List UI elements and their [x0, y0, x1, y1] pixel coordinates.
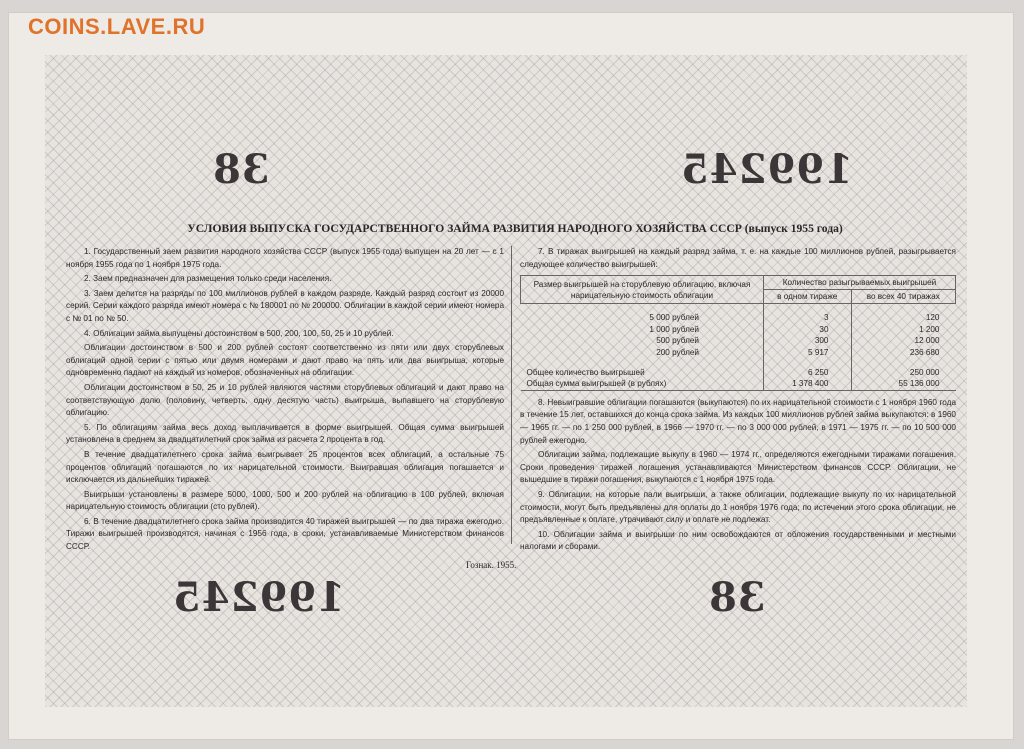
left-column [66, 246, 504, 556]
table-row-total-count: Общее количество выигрышей 6 250 250 000 [521, 367, 956, 379]
paragraph: Облигации займа, подлежащие выкупу в 1960 — 1974 гг., определяются ежегодными тиражами погашения. Сроки проведения тиражей погашения устанавливаются Министерством финансов СССР. Облигации, не вышедшие в тиражи погашения, выкупаются с 1 ноября 1975 года. [520, 450, 956, 485]
table-row: 5 000 рублей 3 120 [521, 304, 956, 324]
paragraph: 10. Облигации займа и выигрыши по ним освобождаются от обложения государственными и местными налогами и сборами. [520, 529, 956, 552]
paragraph: 5. По облигациям займа весь доход выплачивается в форме выигрышей. Общая сумма выигрышей установлена в среднем за двадцатилетний срок займа из расчета 2 процента в год. [66, 422, 504, 445]
paragraph: 9. Облигации, на которые пали выигрыши, а также облигации, подлежащие выкупу по их нарицательной стоимости, могут быть предъявлены для оплаты до 1 ноября 1976 года; по истечении этого срока облигации, не предъявленные к оплате, утрачивают силу и оплате не подлежат. [520, 489, 956, 525]
paragraph: 7. В тиражах выигрышей на каждый разряд займа, т. е. на каждые 100 миллионов рублей, разыгрывается следующее количество выигрышей: [520, 247, 956, 269]
table-row-total-sum: Общая сумма выигрышей (в рублях) 1 378 400 55 136 000 [521, 378, 956, 390]
paragraph: В течение двадцатилетнего срока займа выигрывает 25 процентов всех облигаций, а остальные 75 процентов облигаций погашаются по их нарицательной стоимости. Выигравшая облигация погашается и исключается из дальнейших тиражей. [66, 449, 504, 485]
printer-imprint: Гознак. 1955. [466, 560, 517, 570]
table-header-count: Количество разыгрываемых выигрышей [764, 276, 956, 290]
serial-number-bottom-left: 199245 [172, 574, 345, 621]
paragraph: 2. Заем предназначен для размещения только среди населения. [84, 274, 332, 284]
conditions-title: УСЛОВИЯ ВЫПУСКА ГОСУДАРСТВЕННОГО ЗАЙМА РАЗВИТИЯ НАРОДНОГО ХОЗЯЙСТВА СССР (выпуск 1955 года) [187, 222, 843, 235]
column-divider [511, 246, 512, 544]
site-watermark: COINS.LAVE.RU [28, 14, 206, 39]
table-row: 500 рублей 300 12 000 [521, 335, 956, 347]
paragraph: 3. Заем делится на разряды по 100 миллионов рублей в каждом разряде. Каждый разряд состоит из 20000 серий. Серии каждого разряда имеют номера с № 180001 по № 200000. Облигации в каждой серии имеют номера с № 01 по № 50. [66, 288, 504, 323]
right-column [520, 246, 956, 556]
table-header-all-draws: во всех 40 тиражах [851, 290, 956, 304]
series-number-top-left: 38 [212, 146, 270, 193]
serial-number-top-right: 199245 [680, 146, 853, 193]
paragraph: 4. Облигации займа выпущены достоинством в 500, 200, 100, 50, 25 и 10 рублей. [84, 328, 394, 338]
prize-table [520, 275, 956, 391]
paragraph: Облигации достоинством в 50, 25 и 10 рублей являются частями сторублевых облигаций и дают право на соответствующую долю (половину, четверть, одну десятую часть) выигрыша, выпавшего на сторублевую облигацию. [66, 382, 504, 418]
paragraph: 8. Невыигравшие облигации погашаются (выкупаются) по их нарицательной стоимости с 1 ноября 1960 года в течение 15 лет, оставшихся до конца срока займа. Из каждых 100 миллионов рублей займа выкупаются: в 1960 — 1965 гг. — по 1 250 000 рублей, в 1966 — 1970 гг. — по 3 000 000 рублей, в 1971 — 1975 гг. — по 10 500 000 рублей ежегодно. [520, 397, 956, 445]
paragraph: 1. Государственный заем развития народного хозяйства СССР (выпуск 1955 года) выпущен на 20 лет — с 1 ноября 1955 года по 1 ноября 1975 года. [66, 247, 504, 269]
paragraph: Облигации достоинством в 500 и 200 рублей состоят соответственно из пяти или двух сторублевых облигаций одной серии с пятью или двумя номерами и дают право на пять или два выигрыша, которые одновременно падают на каждый из номеров, обозначенных на облигации. [66, 343, 504, 378]
paragraph: 6. В течение двадцатилетнего срока займа производится 40 тиражей выигрышей — по два тиража ежегодно. Тиражи выигрышей производятся, начиная с 1956 года, в сроки, устанавливаемые Министерством финансов СССР. [66, 516, 504, 552]
table-header-one-draw: в одном тираже [764, 290, 852, 304]
table-row: 200 рублей 5 917 236 680 [521, 347, 956, 359]
series-number-bottom-right: 38 [708, 574, 766, 621]
table-header-size: Размер выигрышей на сторублевую облигацию, включая нарицательную стоимость облигации [521, 276, 764, 304]
paragraph: Выигрыши установлены в размере 5000, 1000, 500 и 200 рублей на облигацию в 100 рублей, включая нарицательную стоимость облигации (сто рублей). [66, 489, 504, 512]
table-row: 1 000 рублей 30 1 200 [521, 324, 956, 336]
